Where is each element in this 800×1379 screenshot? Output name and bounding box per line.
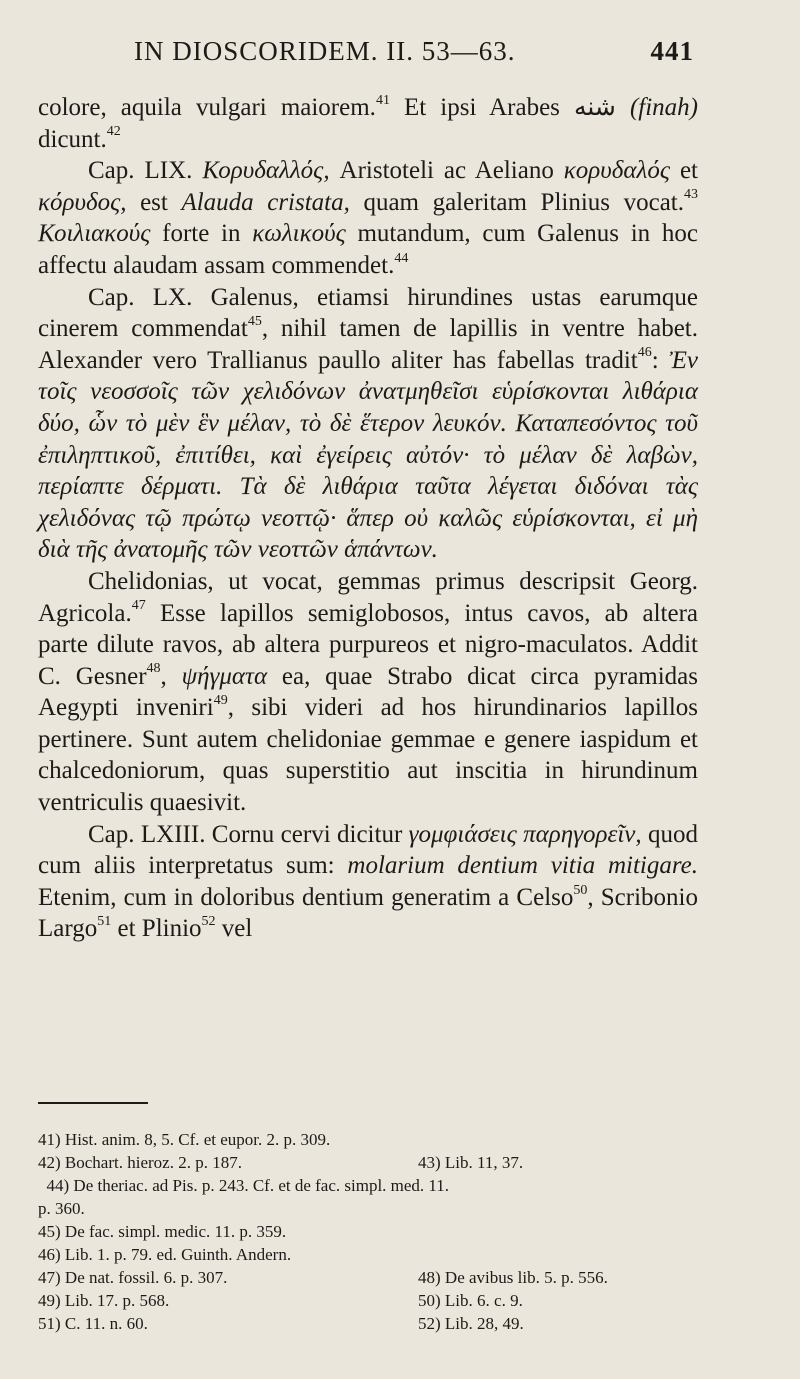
footnote-text: 46) Lib. 1. p. 79. ed. Guinth. Andern. xyxy=(38,1245,292,1264)
footnote-ref: 48 xyxy=(146,661,161,677)
footnote-ref: 50 xyxy=(573,882,588,898)
footnote-ref: 46 xyxy=(637,345,652,361)
text-run: est xyxy=(126,188,182,216)
text-run: ea, quae Strabo dicat circa pyramidas Aegypti inveniri xyxy=(38,662,699,722)
text-run: , sibi videri ad hos hirundinarios lapillos pertinere. Sunt autem chelidoniae gemmae e genere iaspidum et chalcedoniorum, quas superstitio aut inscitia in hirundinum ventriculis quaesivit. xyxy=(38,694,698,817)
footnote-text: 41) Hist. anim. 8, 5. Cf. et eupor. 2. p. 309. xyxy=(38,1130,331,1149)
paragraph xyxy=(38,282,698,566)
text-run: Aristoteli ac Aeliano xyxy=(329,157,564,185)
italic-text: (finah) xyxy=(629,94,699,121)
footnote-ref: 52 xyxy=(201,914,216,930)
footnote-ref: 49 xyxy=(213,692,228,708)
footnote-text: 50) Lib. 6. c. 9. xyxy=(418,1291,523,1310)
italic-text: γομφιάσεις παρηγορεῖν, xyxy=(408,820,642,848)
text-run: et xyxy=(670,157,698,185)
text-run: Chelidonias, ut vocat, gemmas primus descripsit Georg. Agricola. xyxy=(38,567,698,627)
text-run: , xyxy=(160,662,182,690)
text-run: et Plinio xyxy=(111,915,202,943)
footnote-text: 44) De theriac. ad Pis. p. 243. Cf. et de fac. simpl. med. 11. xyxy=(38,1176,450,1195)
text-run: dicunt. xyxy=(38,125,107,153)
text-run: , Scribonio Largo xyxy=(38,883,698,943)
running-title: IN DIOSCORIDEM. II. 53—63. xyxy=(134,36,516,66)
running-header xyxy=(40,30,694,74)
footnote-line xyxy=(38,1266,698,1289)
paragraph xyxy=(38,566,698,819)
italic-text: κωλικούς xyxy=(252,220,346,248)
footnote-text: 43) Lib. 11, 37. xyxy=(418,1153,524,1172)
italic-text: κόρυδος, xyxy=(38,188,127,216)
text-run: quod cum aliis interpretatus sum: xyxy=(38,820,698,880)
footnote-ref: 47 xyxy=(131,598,146,614)
footnote-text: 47) De nat. fossil. 6. p. 307. xyxy=(38,1268,228,1287)
footnote-text: 48) De avibus lib. 5. p. 556. xyxy=(418,1268,608,1287)
footnotes xyxy=(38,1128,698,1335)
page-number: 441 xyxy=(650,36,694,66)
text-run: شنه xyxy=(573,94,616,121)
footnote-text: 49) Lib. 17. p. 568. xyxy=(38,1291,170,1310)
footnote-line xyxy=(38,1243,698,1266)
main-text xyxy=(38,92,698,945)
footnote-text: p. 360. xyxy=(38,1199,85,1218)
footnote-ref: 41 xyxy=(375,92,390,108)
text-run: colore, aquila vulgari maiorem. xyxy=(38,94,376,121)
footnote-rule xyxy=(38,1102,148,1104)
italic-text: κορυδαλός xyxy=(563,157,670,185)
italic-text: Ἐν τοῖς νεοσσοῖς τῶν χελιδόνων ἀνατμηθεῖσι εὑρίσκονται λιθάρια δύο, ὧν τὸ μὲν ἓν μέλαν, τὸ δὲ ἕτερον λευκόν. Καταπεσόντος τοῦ ἐπιληπτικοῦ, ἐπιτίθει, καὶ ἐγείρεις αὐτόν· τὸ μέλαν δὲ λαβὼν, περίαπτε δέρματι. Τὰ δὲ λιθάρια ταῦτα λέγεται διδόναι τὰς χελιδόνας τῷ πρώτῳ νεοττῷ· ἅπερ οὐ καλῶς εὑρίσκονται, εἰ μὴ διὰ τῆς ἀνατομῆς τῶν νεοττῶν ἁπάντων. xyxy=(38,346,698,564)
paragraph xyxy=(38,819,698,945)
italic-text: Κορυδαλλός, xyxy=(202,157,330,185)
text-run: forte in xyxy=(150,220,253,248)
footnote-text: 51) C. 11. n. 60. xyxy=(38,1314,148,1333)
footnote-ref: 43 xyxy=(684,187,698,203)
text-run: Cap. LX. Galenus, etiamsi hirundines ustas earumque cinerem commendat xyxy=(38,283,698,343)
text-run: Et ipsi Arabes xyxy=(389,94,574,121)
text-run: : xyxy=(651,346,670,374)
italic-text: molarium dentium vitia mitigare. xyxy=(347,852,698,880)
text-run: Cap. LXIII. Cornu cervi dicitur xyxy=(88,820,409,848)
paragraph xyxy=(38,92,698,155)
italic-text: ψήγματα xyxy=(181,662,268,690)
text-run xyxy=(616,94,630,121)
text-run: , nihil tamen de lapillis in ventre habet. Alexander vero Trallianus paullo aliter has fabellas tradit xyxy=(38,315,698,374)
footnote-ref: 51 xyxy=(97,914,112,930)
footnote-line xyxy=(38,1197,698,1220)
text-run: mutandum, cum Galenus in hoc affectu alaudam assam commendet. xyxy=(38,220,698,279)
footnote-line xyxy=(38,1151,698,1174)
footnote-line xyxy=(38,1312,698,1335)
text-run: quam galeritam Plinius vocat. xyxy=(349,188,684,216)
footnote-line xyxy=(38,1174,698,1197)
text-run: Cap. LIX. xyxy=(88,157,203,185)
footnote-line xyxy=(38,1128,698,1151)
footnote-line xyxy=(38,1289,698,1312)
footnote-text: 52) Lib. 28, 49. xyxy=(418,1314,524,1333)
footnote-ref: 42 xyxy=(106,124,121,140)
footnote-text: 42) Bochart. hieroz. 2. p. 187. xyxy=(38,1153,242,1172)
paragraph xyxy=(38,155,698,281)
text-run: Etenim, cum in doloribus dentium generatim a Celso xyxy=(38,883,574,911)
footnote-ref: 44 xyxy=(394,250,409,266)
footnote-text: 45) De fac. simpl. medic. 11. p. 359. xyxy=(38,1222,287,1241)
text-run: Esse lapillos semiglobosos, intus cavos, ab altera parte dilute ravos, ab altera purpureos et nigro-maculatos. Addit C. Gesner xyxy=(38,599,698,690)
italic-text: Κοιλιακούς xyxy=(38,220,151,248)
text-run: vel xyxy=(215,915,253,943)
footnote-line xyxy=(38,1220,698,1243)
footnote-ref: 45 xyxy=(247,313,262,329)
italic-text: Alauda cristata, xyxy=(181,188,350,216)
